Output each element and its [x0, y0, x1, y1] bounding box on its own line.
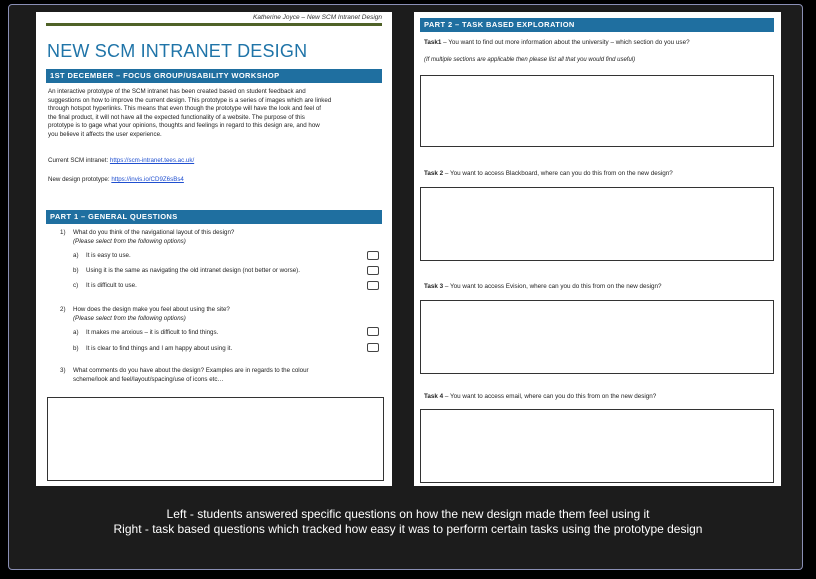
q1-option-a-letter: a) [73, 252, 79, 259]
task2-prompt [424, 170, 673, 177]
section-heading-part2: PART 2 – TASK BASED EXPLORATION [420, 18, 774, 32]
running-header: Katherine Joyce – New SCM Intranet Design [253, 14, 382, 21]
header-rule [46, 23, 382, 26]
task3-text: – You want to access Evision, where can you do this from on the new design? [443, 283, 662, 290]
q1-option-c-checkbox[interactable] [367, 281, 379, 290]
intro-paragraph [48, 88, 384, 140]
q2-text: How does the design make you feel about using the site? [73, 306, 230, 313]
q2-option-b-letter: b) [73, 345, 79, 352]
prototype-label: New design prototype: [48, 176, 110, 183]
intro-line: through hotspot hyperlinks. This means that even though the prototype will have the look and feel of [48, 105, 321, 113]
task1-label: Task1 [424, 39, 442, 46]
q1-option-b-letter: b) [73, 267, 79, 274]
task1-text: – You want to find out more information about the university – which section do you use? [441, 39, 690, 46]
task2-answer-box[interactable] [420, 187, 774, 261]
task2-label: Task 2 [424, 170, 444, 177]
q2-hint: (Please select from the following options) [73, 315, 186, 322]
task4-answer-box[interactable] [420, 409, 774, 483]
task3-prompt [424, 283, 662, 290]
task4-text: – You want to access email, where can you do this from on the new design? [443, 393, 657, 400]
intro-line: you believe it affects the user experience. [48, 130, 162, 138]
task1-prompt [424, 39, 690, 46]
q3-number: 3) [60, 367, 66, 374]
q1-text: What do you think of the navigational layout of this design? [73, 229, 235, 236]
task1-answer-box[interactable] [420, 75, 774, 147]
task3-label: Task 3 [424, 283, 444, 290]
task4-label: Task 4 [424, 393, 444, 400]
q1-option-c-letter: c) [73, 282, 79, 289]
q3-text-line2: scheme/look and feel/layout/spacing/use of icons etc… [73, 376, 224, 383]
q1-option-a-text: It is easy to use. [86, 252, 131, 259]
right-document-page [414, 12, 781, 486]
document-title: NEW SCM INTRANET DESIGN [47, 41, 308, 61]
current-intranet-link[interactable]: https://scm-intranet.tees.ac.uk/ [109, 157, 195, 164]
intro-line: An interactive prototype of the SCM intranet has been created based on student feedback and [48, 88, 306, 95]
task2-text: – You want to access Blackboard, where can you do this from on the new design? [443, 170, 673, 177]
q1-number: 1) [60, 229, 66, 236]
prototype-line [48, 176, 184, 185]
q3-text-line1: What comments do you have about the design? Examples are in regards to the colour [73, 367, 309, 374]
intro-line: the final product, it will not have all the expected functionality of a website. The purpose of this [48, 113, 305, 121]
section-heading-workshop: 1ST DECEMBER – FOCUS GROUP/USABILITY WORKSHOP [46, 69, 382, 83]
task1-note: (If multiple sections are applicable then please list all that you would find useful) [424, 57, 636, 63]
caption-line-left: Left - students answered specific questions on how the new design made them feel using it [166, 507, 650, 521]
q3-comment-box[interactable] [47, 397, 384, 481]
intro-line: prototype is to gage what your opinions, thoughts and feelings in regard to this design are, and how [48, 122, 320, 130]
task3-answer-box[interactable] [420, 300, 774, 374]
intro-line: suggestions on how to improve the current design. This prototype is a series of images which are linked [48, 96, 332, 104]
caption-line-right: Right - task based questions which tracked how easy it was to perform certain tasks using the prototype design [113, 522, 703, 536]
q2-option-a-letter: a) [73, 329, 79, 336]
q1-option-b-checkbox[interactable] [367, 266, 379, 275]
q2-option-a-text: It makes me anxious – it is difficult to find things. [86, 329, 219, 336]
prototype-link[interactable]: https://invis.io/CD9Z6sBs4 [111, 176, 184, 183]
q1-option-b-text: Using it is the same as navigating the old intranet design (not better or worse). [86, 267, 300, 274]
q2-option-b-checkbox[interactable] [367, 343, 379, 352]
task4-prompt [424, 393, 656, 400]
left-document-page [36, 12, 392, 486]
q1-option-c-text: It is difficult to use. [86, 282, 137, 289]
current-intranet-line [48, 157, 194, 166]
section-heading-part1: PART 1 – GENERAL QUESTIONS [46, 210, 382, 224]
q2-option-a-checkbox[interactable] [367, 327, 379, 336]
q2-option-b-text: It is clear to find things and I am happy about using it. [86, 345, 233, 352]
current-intranet-label: Current SCM intranet: [48, 157, 109, 164]
q2-number: 2) [60, 306, 66, 313]
q1-option-a-checkbox[interactable] [367, 251, 379, 260]
q1-hint: (Please select from the following options) [73, 238, 186, 245]
